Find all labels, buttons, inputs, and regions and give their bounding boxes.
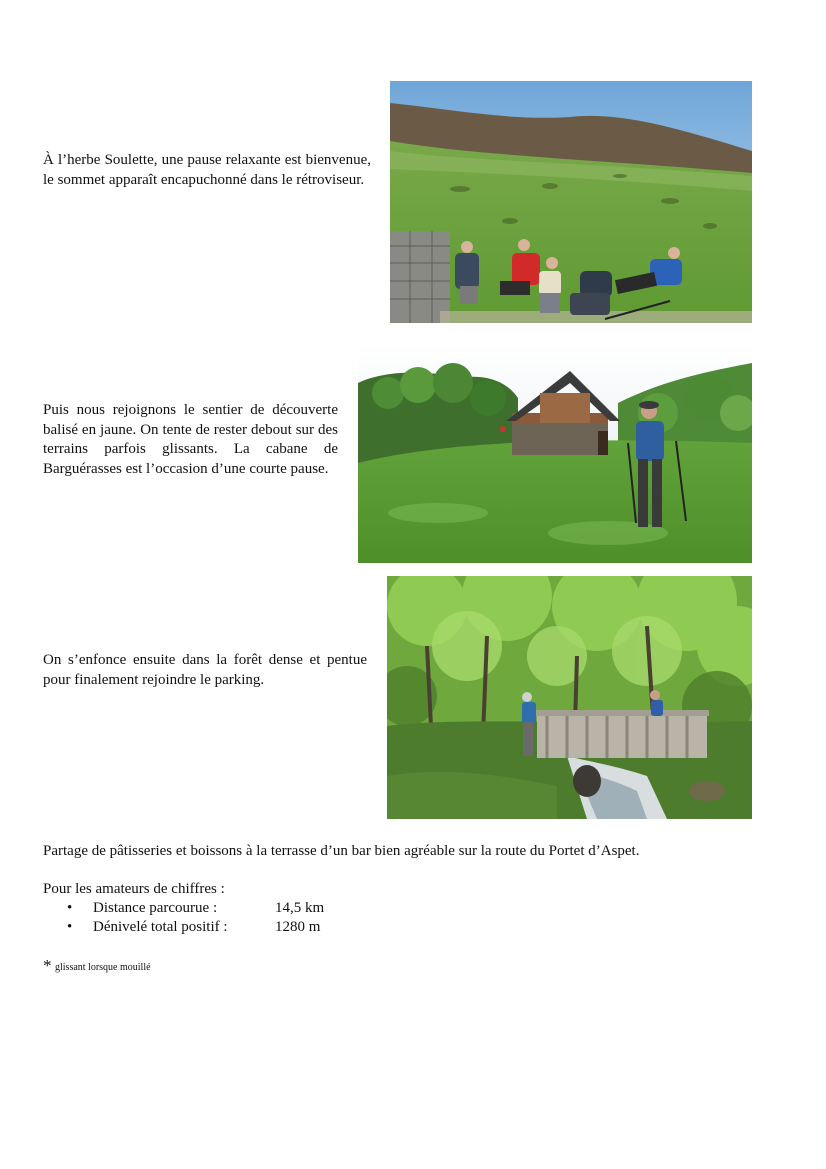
stat-label-distance: Distance parcourue : [93,900,218,916]
stat-value-distance: 14,5 km [275,900,325,916]
photo-group-resting-on-grass [390,81,752,323]
paragraph-pause-soulette: À l’herbe Soulette, une pause relaxante est bienvenue, le sommet apparaît encapuchonné dans le rétroviseur. [43,152,371,188]
paragraph-foret-dense: On s’enfonce ensuite dans la forêt dense et pentue pour finalement rejoindre le parking. [43,652,367,688]
footnote-marker: * [43,956,52,975]
bullet-marker: • [67,900,73,916]
stats-heading: Pour les amateurs de chiffres : [43,881,225,897]
paragraph-sentier-decouverte: Puis nous rejoignons le sentier de découverte balisé en jaune. On tente de rester debout sur des terrains parfois glissants. La cabane de Barguérasses est l’occasion d’une courte pause. [43,402,338,477]
photo-cabane-barguerasses [358,343,752,563]
footnote-text: glissant lorsque mouillé [55,962,151,973]
stat-value-denivele: 1280 m [275,919,321,935]
stat-label-denivele: Dénivelé total positif : [93,919,228,935]
photo-forest-bridge [387,576,752,819]
closing-paragraph: Partage de pâtisseries et boissons à la terrasse d’un bar bien agréable sur la route du Portet d’Aspet. [43,843,640,859]
bullet-marker: • [67,919,73,935]
